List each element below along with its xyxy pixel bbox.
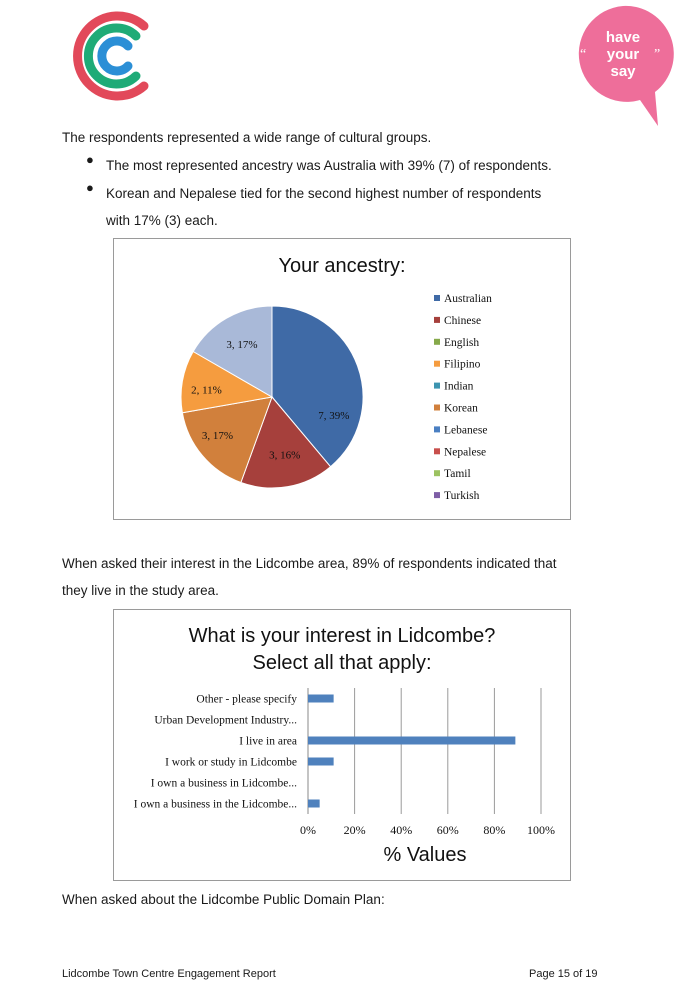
bar-category-label: I live in area bbox=[239, 735, 297, 748]
have-your-say-badge-icon bbox=[572, 4, 674, 128]
bullet-ancestry-top: The most represented ancestry was Australia with 39% (7) of respondents. bbox=[106, 158, 552, 173]
pie-chart-title: Your ancestry: bbox=[278, 255, 406, 277]
bullet-dot-icon: ● bbox=[86, 152, 94, 167]
legend-swatch-english bbox=[434, 339, 440, 345]
intro-paragraph: The respondents represented a wide range of cultural groups. bbox=[62, 130, 432, 145]
bar-category-label: I own a business in Lidcombe... bbox=[150, 777, 297, 790]
bar-chart-xlabel: % Values bbox=[383, 844, 467, 866]
bar-chart-title-line2: Select all that apply: bbox=[252, 652, 432, 674]
bar-chart-title-line1: What is your interest in Lidcombe? bbox=[188, 625, 496, 647]
ancestry-pie-chart bbox=[113, 238, 571, 520]
council-logo-icon bbox=[62, 4, 162, 108]
bullet-ancestry-tie-line1: Korean and Nepalese tied for the second highest number of respondents bbox=[106, 186, 542, 201]
legend-swatch-nepalese bbox=[434, 448, 440, 454]
badge-line-3: say bbox=[610, 63, 636, 80]
pie-data-label: 2, 11% bbox=[191, 384, 222, 397]
legend-label-nepalese: Nepalese bbox=[444, 446, 487, 459]
bar-x-tick-label: 0% bbox=[300, 823, 316, 837]
badge-line-1: have bbox=[605, 29, 641, 46]
legend-label-tamil: Tamil bbox=[444, 468, 471, 481]
domain-plan-paragraph: When asked about the Lidcombe Public Domain Plan: bbox=[62, 892, 385, 907]
bar-x-tick-label: 20% bbox=[343, 823, 366, 837]
bar-category-label: Other - please specify bbox=[196, 693, 297, 706]
bullet-dot-icon: ● bbox=[86, 180, 94, 195]
bullet-ancestry-tie-line2: with 17% (3) each. bbox=[106, 213, 218, 228]
legend-swatch-korean bbox=[434, 405, 440, 411]
bar-mark bbox=[308, 695, 334, 703]
bar-mark bbox=[308, 737, 515, 745]
legend-label-chinese: Chinese bbox=[444, 314, 482, 327]
legend-swatch-filipino bbox=[434, 361, 440, 367]
legend-label-turkish: Turkish bbox=[444, 490, 480, 503]
interest-bar-svg bbox=[114, 610, 570, 880]
legend-label-lebanese: Lebanese bbox=[444, 424, 488, 437]
pie-data-label: 3, 17% bbox=[201, 430, 233, 443]
bar-mark bbox=[308, 800, 320, 808]
legend-swatch-turkish bbox=[434, 492, 440, 498]
bar-x-tick-label: 60% bbox=[436, 823, 459, 837]
legend-swatch-lebanese bbox=[434, 426, 440, 432]
legend-label-indian: Indian bbox=[444, 380, 474, 393]
footer-page-number: Page 15 of 19 bbox=[529, 968, 598, 980]
footer-report-title: Lidcombe Town Centre Engagement Report bbox=[62, 968, 276, 980]
legend-label-filipino: Filipino bbox=[444, 358, 481, 371]
bar-category-label: Urban Development Industry... bbox=[154, 714, 297, 727]
bar-mark bbox=[308, 758, 334, 766]
svg-text:“: “ bbox=[580, 47, 587, 62]
bar-x-tick-label: 40% bbox=[390, 823, 413, 837]
legend-label-korean: Korean bbox=[444, 402, 478, 415]
legend-swatch-chinese bbox=[434, 317, 440, 323]
legend-label-english: English bbox=[444, 336, 480, 349]
interest-paragraph-line2: they live in the study area. bbox=[62, 583, 219, 598]
legend-swatch-indian bbox=[434, 383, 440, 389]
legend-swatch-australian bbox=[434, 295, 440, 301]
bar-x-tick-label: 100% bbox=[527, 823, 555, 837]
bar-category-label: I own a business in the Lidcombe... bbox=[133, 798, 297, 811]
legend-swatch-tamil bbox=[434, 470, 440, 476]
svg-text:”: ” bbox=[654, 47, 661, 62]
pie-data-label: 3, 16% bbox=[269, 449, 301, 462]
badge-line-2: your bbox=[606, 46, 640, 63]
interest-bar-chart bbox=[113, 609, 571, 881]
interest-paragraph-line1: When asked their interest in the Lidcombe area, 89% of respondents indicated that bbox=[62, 556, 557, 571]
bar-category-label: I work or study in Lidcombe bbox=[165, 756, 297, 769]
bar-x-tick-label: 80% bbox=[483, 823, 506, 837]
ancestry-pie-svg bbox=[114, 239, 570, 519]
pie-data-label: 3, 17% bbox=[226, 339, 258, 352]
legend-label-australian: Australian bbox=[444, 293, 492, 305]
pie-data-label: 7, 39% bbox=[318, 410, 350, 423]
